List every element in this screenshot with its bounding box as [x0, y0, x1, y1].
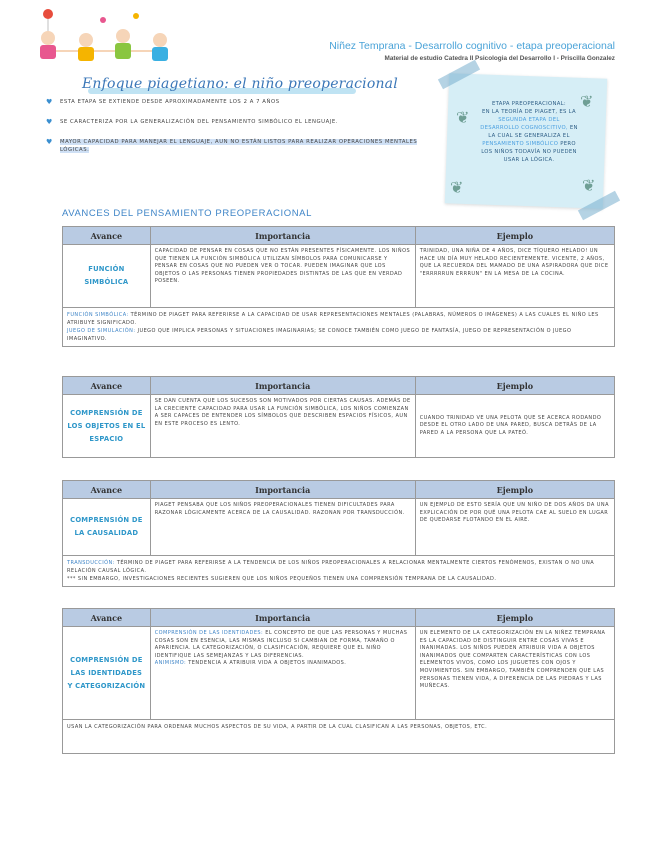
bullet-item: ♥ SE CARACTERIZA POR LA GENERALIZACIÓN DEL PENSAMIENTO SIMBÓLICO EL LENGUAJE. [46, 118, 339, 126]
table-row [63, 499, 614, 555]
col-avance: Avance [63, 481, 151, 499]
importancia-cell: COMPRENSIÓN DE LAS IDENTIDADES: EL CONCEPTO DE QUE LAS PERSONAS Y MUCHAS COSAS SON EN ESENCIA, LAS MISMAS INCLUSO SI CAMBIAN DE FORMA, TAMAÑO O APARIENCIA. LA CATEGORIZACIÓN, O CLASIFICACIÓN, REQUIERE QUE EL NIÑO IDENTIFIQUE LAS SEMEJANZAS Y LAS DIFERENCIAS. ANIMISMO: TENDENCIA A ATRIBUIR VIDA A OBJETOS INANIMADOS. [151, 627, 416, 719]
col-importancia: Importancia [151, 481, 416, 499]
table-header-row [63, 227, 614, 245]
importancia-cell: PIAGET PENSABA QUE LOS NIÑOS PREOPERACIONALES TIENEN DIFICULTADES PARA RAZONAR LÓGICAMENTE ACERCA DE LA CAUSALIDAD. RAZONAN POR TRANSDUCCIÓN. [151, 499, 416, 555]
table-header-row [63, 609, 614, 627]
col-ejemplo: Ejemplo [416, 227, 614, 245]
leaf-icon: ❦ [582, 176, 596, 195]
col-importancia: Importancia [151, 377, 416, 395]
table-header-row [63, 377, 614, 395]
col-ejemplo: Ejemplo [416, 377, 614, 395]
table-row [63, 627, 614, 719]
col-avance: Avance [63, 377, 151, 395]
table-row [63, 395, 614, 457]
leaf-icon: ❦ [580, 92, 594, 111]
col-ejemplo: Ejemplo [416, 481, 614, 499]
importancia-cell: CAPACIDAD DE PENSAR EN COSAS QUE NO ESTÁN PRESENTES FÍSICAMENTE. LOS NIÑOS QUE TIENEN LA FUNCIÓN SIMBÓLICA UTILIZAN SÍMBOLOS PARA COMUNICARSE Y PENSAR EN COSAS QUE NO PUEDEN VER O TOCAR. PUEDEN IMAGINAR QUE LOS OBJETOS O LAS PERSONAS TIENEN PROPIEDADES DISTINTAS DE LAS QUE EN VERDAD POSEEN. [151, 245, 416, 307]
col-ejemplo: Ejemplo [416, 609, 614, 627]
table-identidades [62, 608, 615, 754]
bullet-list [46, 98, 426, 166]
heart-icon: ♥ [46, 98, 53, 106]
header-subtitle: Material de estudio Catedra II Psicologia del Desarrollo I - Priscilla Gonzalez [384, 55, 615, 62]
avance-label: COMPRENSIÓN DE LOS OBJETOS EN EL ESPACIO [63, 395, 151, 457]
table-header-row [63, 481, 614, 499]
ejemplo-cell: TRINIDAD, UNA NIÑA DE 4 AÑOS, DICE TÍQUERO HELADO! UN HACE UN DÍA MUY HELADO RECIENTEMENTE. VICENTE, 2 AÑOS, QUE LA RECUERDA DEL MAMADO DE UNA ASPIRADORA QUE DICE "ERRRRRUN ERRRUN" EN LA MESA DE LA COCINA. [419, 248, 609, 277]
table-footnote: USAN LA CATEGORIZACIÓN PARA ORDENAR MUCHOS ASPECTOS DE SU VIDA, A PARTIR DE LA CUAL CLASIFICAN A LAS PERSONAS, OBJETOS, ETC. [63, 719, 614, 753]
table-funcion-simbolica [62, 226, 615, 347]
importancia-cell: SE DAN CUENTA QUE LOS SUCESOS SON MOTIVADOS POR CIERTAS CAUSAS. ADEMÁS DE LA CRECIENTE CAPACIDAD PARA USAR LA FUNCIÓN SIMBÓLICA, LOS NIÑOS COMIENZAN A SER CAPACES DE ENTENDER LOS SÍMBOLOS QUE DESCRIBEN ESPACIOS FÍSICOS, AUN EN ESTE PROCESO ES LENTO. [151, 395, 416, 457]
table-comprension-espacio [62, 376, 615, 458]
ejemplo-cell: CUANDO TRINIDAD VE UNA PELOTA QUE SE ACERCA RODANDO DESDE EL OTRO LADO DE UNA PARED, BUSCA DETRÁS DE LA PARED A LA PERSONA QUE LA PATEÓ. [419, 414, 602, 436]
avance-label: COMPRENSIÓN DE LAS IDENTIDADES Y CATEGORIZACIÓN [63, 627, 151, 719]
avance-label: COMPRENSIÓN DE LA CAUSALIDAD [63, 499, 151, 555]
col-importancia: Importancia [151, 227, 416, 245]
ejemplo-cell: UN EJEMPLO DE ESTO SERÍA QUE UN NIÑO DE DOS AÑOS DA UNA EXPLICACIÓN DE POR QUÉ UNA PELOTA CAE AL SUELO EN LUGAR DE QUEDARSE FLOTANDO EN EL AIRE. [419, 502, 609, 524]
heart-icon: ♥ [46, 118, 53, 126]
bullet-item: ♥ MAYOR CAPACIDAD PARA MANEJAR EL LENGUAJE, AUN NO ESTÁN LISTOS PARA REALIZAR OPERACIONES MENTALES LÓGICAS. [46, 138, 418, 153]
col-avance: Avance [63, 609, 151, 627]
avance-label: FUNCIÓN SIMBÓLICA [63, 245, 151, 307]
heart-icon: ♥ [46, 138, 53, 146]
sticky-note-text: ETAPA PREOPERACIONAL: EN LA TEORÍA DE PIAGET, ES LA SEGUNDA ETAPA DEL DESARROLLO COGNOSCITIVO, EN LA CUAL SE GENERALIZA EL PENSAMIENTO SIMBÓLICO PERO LOS NIÑOS TODAVÍA NO PUEDEN USAR LA LÓGICA. [480, 101, 578, 163]
bullet-item: ♥ ESTA ETAPA SE EXTIENDE DESDE APROXIMADAMENTE LOS 2 A 7 AÑOS [46, 98, 280, 106]
table-footnote: TRANSDUCCIÓN: TÉRMINO DE PIAGET PARA REFERIRSE A LA TENDENCIA DE LOS NIÑOS PREOPERACIONALES A RELACIONAR MENTALMENTE CIERTOS FENÓMENOS, EXISTAN O NO UNA RELACIÓN CAUSAL LÓGICA. *** SIN EMBARGO, INVESTIGACIONES RECIENTES SUGIEREN QUE LOS NIÑOS PEQUEÑOS TIENEN UNA COMPRENSIÓN TEMPRANA DE LA CAUSALIDAD. [63, 555, 614, 586]
table-causalidad [62, 480, 615, 587]
table-row [63, 245, 614, 307]
col-avance: Avance [63, 227, 151, 245]
main-title: Enfoque piagetiano: el niño preoperacional [82, 76, 398, 92]
leaf-icon: ❦ [450, 178, 464, 197]
col-importancia: Importancia [151, 609, 416, 627]
children-illustration [28, 6, 188, 70]
section-title: AVANCES DEL PENSAMIENTO PREOPERACIONAL [62, 208, 312, 219]
leaf-icon: ❦ [456, 108, 470, 127]
header-title: Niñez Temprana - Desarrollo cognitivo - etapa preoperacional [329, 40, 615, 52]
table-footnote: FUNCIÓN SIMBÓLICA: TÉRMINO DE PIAGET PARA REFERIRSE A LA CAPACIDAD DE USAR REPRESENTACIONES MENTALES (PALABRAS, NÚMEROS O IMÁGENES) A LAS CUALES EL NIÑO LES ATRIBUYE SIGNIFICADO. JUEGO DE SIMULACIÓN: JUEGO QUE IMPLICA PERSONAS Y SITUACIONES IMAGINARIAS; SE CONOCE TAMBIÉN COMO JUEGO DE FANTASÍA, JUEGO DE REPRESENTACIÓN O JUEGO IMAGINATIVO. [63, 307, 614, 346]
ejemplo-cell: UN ELEMENTO DE LA CATEGORIZACIÓN EN LA NIÑEZ TEMPRANA ES LA CAPACIDAD DE DISTINGUIR ENTRE COSAS VIVAS E INANIMADAS. LOS NIÑOS PUEDEN ATRIBUIR VIDA A OBJETOS INANIMADOS QUE COMPARTEN CARACTERÍSTICAS CON LOS ELEMENTOS VIVOS, COMO LOS JUGUETES CON OJOS Y MOVIMIENTOS. SIN EMBARGO, TAMBIÉN COMPRENDEN QUE LAS PERSONAS TIENEN VIDA, A DIFERENCIA DE LAS PIEDRAS Y LAS MUÑECAS. [419, 630, 606, 690]
